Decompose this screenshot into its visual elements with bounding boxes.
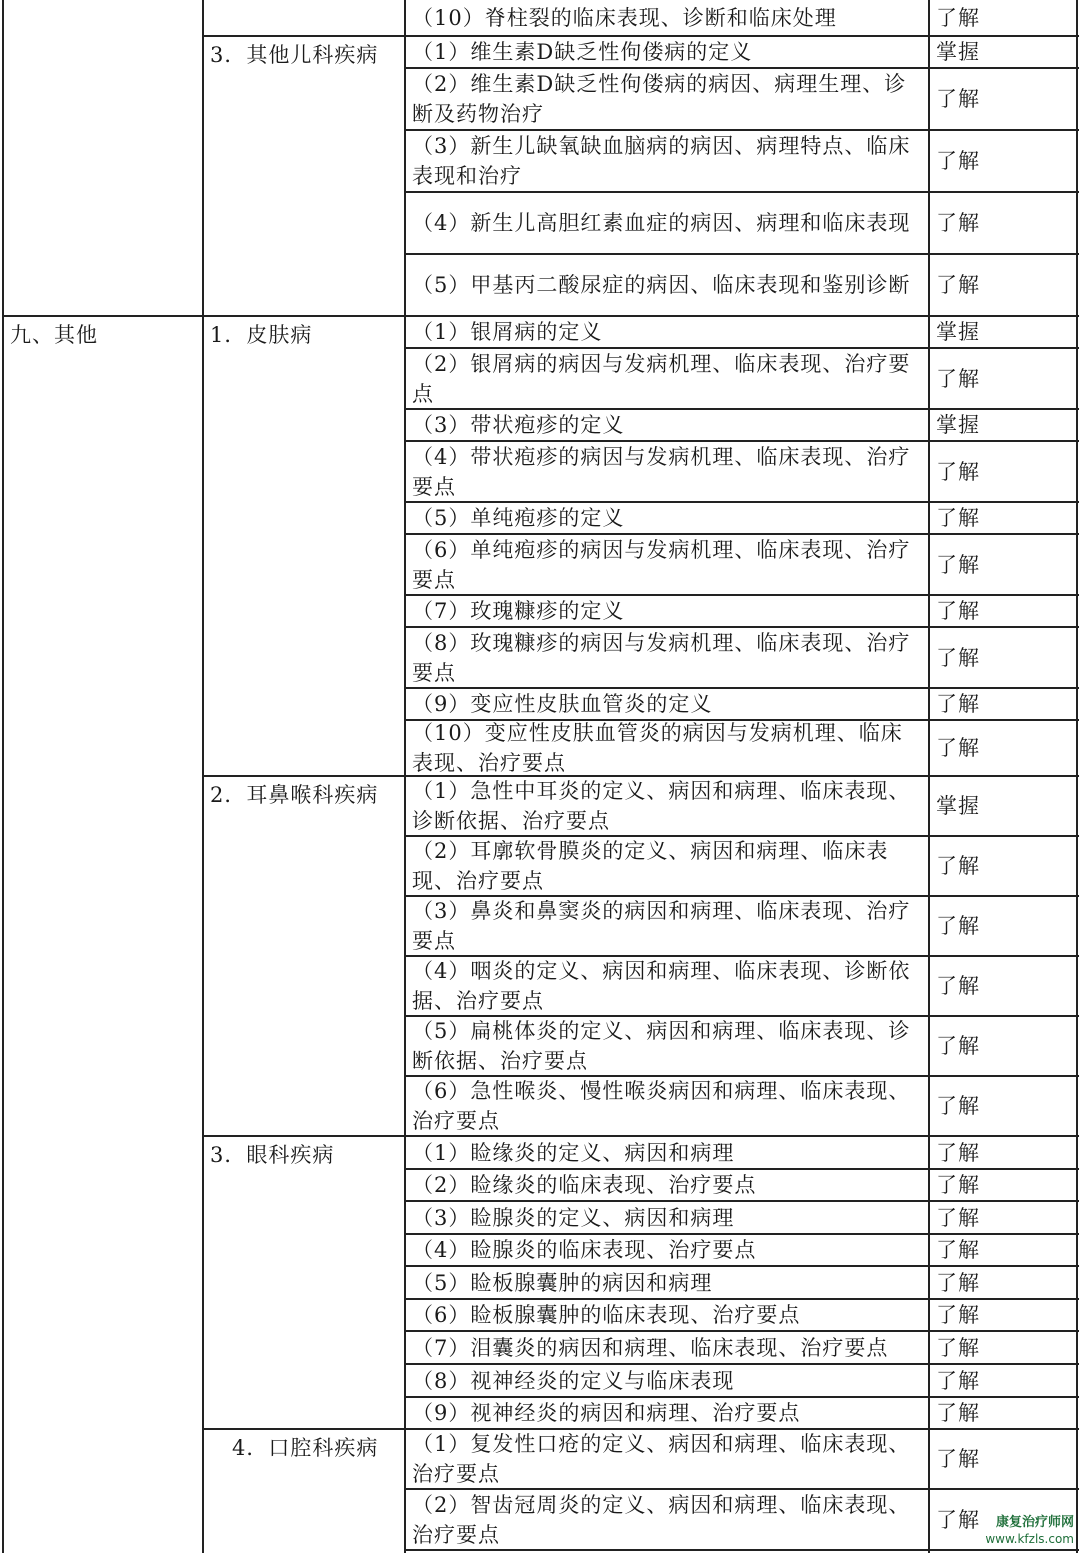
- level-cell: 了解: [936, 6, 980, 30]
- requirement-cell: （2）维生素D缺乏性佝偻病的病因、病理生理、诊断及药物治疗: [412, 72, 907, 126]
- level-cell: 了解: [936, 87, 980, 111]
- subcategory-cell: 3．其他儿科疾病: [210, 43, 379, 67]
- level-cell: 了解: [936, 366, 980, 391]
- grid-line: [203, 315, 407, 317]
- requirement-cell: （2）耳廓软骨膜炎的定义、病因和病理、临床表现、治疗要点: [412, 839, 889, 893]
- level-cell: 了解: [936, 1270, 980, 1295]
- level-cell: 了解: [936, 149, 980, 173]
- level-cell: 掌握: [936, 413, 980, 437]
- level-cell: 掌握: [936, 40, 980, 64]
- category-cell: 九、其他: [10, 323, 98, 347]
- requirement-cell: （2）智齿冠周炎的定义、病因和病理、临床表现、治疗要点: [412, 1492, 911, 1547]
- requirement-cell: （10）脊柱裂的临床表现、诊断和临床处理: [412, 6, 837, 30]
- requirement-cell: （8）玫瑰糠疹的病因与发病机理、临床表现、治疗要点: [412, 630, 911, 685]
- level-cell: 了解: [936, 645, 980, 670]
- level-cell: 了解: [936, 1034, 980, 1058]
- level-cell: 了解: [936, 599, 980, 623]
- requirement-cell: （5）甲基丙二酸尿症的病因、临床表现和鉴别诊断: [412, 273, 911, 297]
- level-cell: 了解: [936, 552, 980, 577]
- requirement-cell: （6）睑板腺囊肿的临床表现、治疗要点: [412, 1303, 801, 1327]
- grid-line: [203, 1428, 407, 1430]
- grid-line: [203, 775, 407, 777]
- subcategory-cell: 3．眼科疾病: [210, 1143, 335, 1167]
- grid-line: [405, 1549, 1079, 1551]
- level-cell: 了解: [936, 1335, 980, 1360]
- requirement-cell: （6）急性喉炎、慢性喉炎病因和病理、临床表现、治疗要点: [412, 1079, 911, 1133]
- level-cell: 了解: [936, 736, 980, 760]
- level-cell: 了解: [936, 1507, 980, 1532]
- level-cell: 了解: [936, 1447, 980, 1471]
- requirement-cell: （2）银屑病的病因与发病机理、临床表现、治疗要点: [412, 351, 911, 406]
- requirement-cell: （3）睑腺炎的定义、病因和病理: [412, 1205, 735, 1230]
- level-cell: 了解: [936, 459, 980, 484]
- level-cell: 了解: [936, 854, 980, 878]
- level-cell: 了解: [936, 1205, 980, 1230]
- level-cell: 了解: [936, 692, 980, 716]
- requirement-cell: （3）鼻炎和鼻窦炎的病因和病理、临床表现、治疗要点: [412, 899, 911, 953]
- requirement-cell: （8）视神经炎的定义与临床表现: [412, 1368, 735, 1393]
- grid-line: [203, 1135, 407, 1137]
- level-cell: 了解: [936, 914, 980, 938]
- level-cell: 了解: [936, 1140, 980, 1165]
- requirement-cell: （2）睑缘炎的临床表现、治疗要点: [412, 1173, 757, 1197]
- level-cell: 了解: [936, 974, 980, 998]
- subcategory-cell: 4．口腔科疾病: [232, 1436, 379, 1460]
- requirement-cell: （7）玫瑰糠疹的定义: [412, 599, 625, 623]
- watermark-site-url: www.kfzls.com: [985, 1532, 1074, 1546]
- requirement-cell: （1）急性中耳炎的定义、病因和病理、临床表现、诊断依据、治疗要点: [412, 779, 911, 833]
- requirement-cell: （3）带状疱疹的定义: [412, 413, 625, 437]
- level-cell: 了解: [936, 506, 980, 530]
- requirement-cell: （3）新生儿缺氧缺血脑病的病因、病理特点、临床表现和治疗: [412, 134, 911, 188]
- grid-line: [3, 315, 205, 317]
- requirement-cell: （9）视神经炎的病因和病理、治疗要点: [412, 1401, 801, 1425]
- requirement-cell: （4）新生儿高胆红素血症的病因、病理和临床表现: [412, 211, 911, 235]
- requirement-cell: （10）变应性皮肤血管炎的病因与发病机理、临床表现、治疗要点: [412, 721, 903, 775]
- level-cell: 了解: [936, 273, 980, 297]
- level-cell: 了解: [936, 1238, 980, 1262]
- level-cell: 了解: [936, 211, 980, 235]
- requirement-cell: （9）变应性皮肤血管炎的定义: [412, 692, 713, 716]
- requirement-cell: （1）银屑病的定义: [412, 320, 603, 344]
- level-cell: 了解: [936, 1173, 980, 1197]
- requirement-cell: （4）睑腺炎的临床表现、治疗要点: [412, 1238, 757, 1262]
- watermark-site-name: 康复治疗师网: [995, 1515, 1074, 1530]
- requirement-cell: （7）泪囊炎的病因和病理、临床表现、治疗要点: [412, 1335, 889, 1360]
- site-watermark: [985, 1515, 1074, 1547]
- requirement-cell: （1）睑缘炎的定义、病因和病理: [412, 1140, 735, 1165]
- subcategory-cell: 2．耳鼻喉科疾病: [210, 783, 379, 807]
- requirement-cell: （6）单纯疱疹的病因与发病机理、临床表现、治疗要点: [412, 537, 911, 592]
- level-cell: 掌握: [936, 320, 980, 344]
- requirement-cell: （1）复发性口疮的定义、病因和病理、临床表现、治疗要点: [412, 1432, 911, 1486]
- level-cell: 了解: [936, 1094, 980, 1118]
- requirement-cell: （5）睑板腺囊肿的病因和病理: [412, 1270, 713, 1295]
- grid-line: [203, 35, 407, 37]
- level-cell: 了解: [936, 1401, 980, 1425]
- level-cell: 了解: [936, 1303, 980, 1327]
- subcategory-cell: 1．皮肤病: [210, 323, 313, 347]
- requirement-cell: （5）扁桃体炎的定义、病因和病理、临床表现、诊断依据、治疗要点: [412, 1019, 911, 1073]
- requirement-cell: （5）单纯疱疹的定义: [412, 506, 625, 530]
- requirement-cell: （4）带状疱疹的病因与发病机理、临床表现、治疗要点: [412, 444, 911, 499]
- level-cell: 掌握: [936, 794, 980, 818]
- level-cell: 了解: [936, 1368, 980, 1393]
- requirement-cell: （1）维生素D缺乏性佝偻病的定义: [412, 40, 753, 64]
- requirement-cell: （4）咽炎的定义、病因和病理、临床表现、诊断依据、治疗要点: [412, 959, 911, 1013]
